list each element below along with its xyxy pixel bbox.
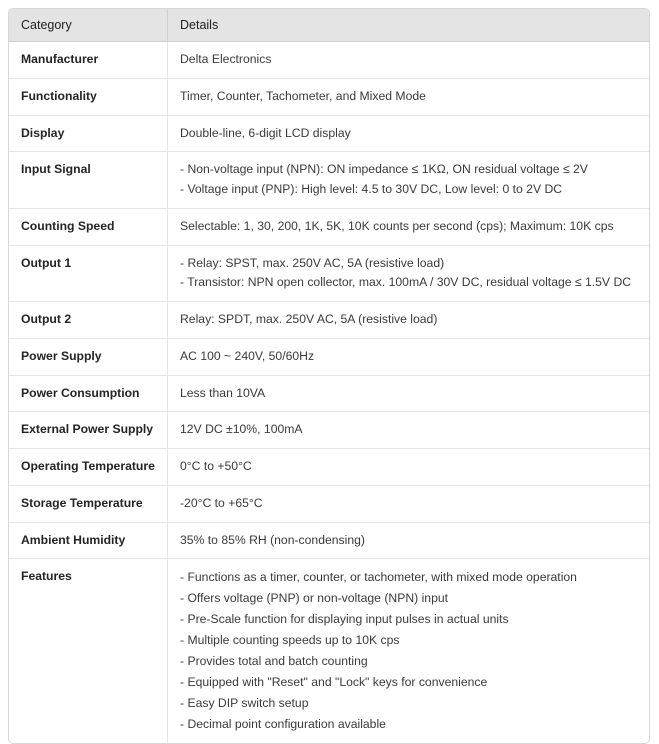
feature-item: - Functions as a timer, counter, or tachometer, with mixed mode operation [180,570,577,585]
row-details-cell [168,523,649,560]
details-lines [180,217,639,237]
details-line: Timer, Counter, Tachometer, and Mixed Mode [180,88,426,103]
column-header-details: Details [168,9,649,42]
row-details-cell [168,412,649,449]
row-details-cell [168,79,649,116]
row-category-label: Input Signal [9,152,168,209]
row-category-label: Functionality [9,79,168,116]
table-row [9,116,649,153]
details-line: - Voltage input (PNP): High level: 4.5 to 30V DC, Low level: 0 to 2V DC [180,182,563,197]
details-line: Selectable: 1, 30, 200, 1K, 5K, 10K counts per second (cps); Maximum: 10K cps [180,218,614,233]
row-details-cell [168,449,649,486]
details-lines [180,347,639,367]
table-row [9,486,649,523]
details-lines [180,50,639,70]
row-category-label: Power Supply [9,339,168,376]
row-category-label: Counting Speed [9,209,168,246]
details-line: AC 100 ~ 240V, 50/60Hz [180,348,315,363]
row-details-cell [168,42,649,79]
features-list [180,567,639,735]
table-row [9,523,649,560]
feature-item: - Provides total and batch counting [180,654,368,669]
feature-item: - Pre-Scale function for displaying input pulses in actual units [180,612,509,627]
row-category-label: Storage Temperature [9,486,168,523]
table-row [9,152,649,209]
row-details-cell [168,486,649,523]
details-line: 35% to 85% RH (non-condensing) [180,532,365,547]
details-line: Double-line, 6-digit LCD display [180,125,351,140]
details-line: Less than 10VA [180,385,266,400]
details-lines [180,160,639,200]
details-lines [180,124,639,144]
row-details-cell [168,246,649,303]
details-line: - Non-voltage input (NPN): ON impedance ≤ 1KΩ, ON residual voltage ≤ 2V [180,162,588,177]
details-line: Relay: SPDT, max. 250V AC, 5A (resistive load) [180,312,438,327]
table-row [9,339,649,376]
row-category-label: Features [9,559,168,743]
row-details-cell [168,559,649,743]
column-header-category: Category [9,9,168,42]
table-row [9,302,649,339]
row-details-cell [168,302,649,339]
details-lines [180,384,639,404]
table-row [9,209,649,246]
table-row [9,42,649,79]
table-row [9,376,649,413]
details-line: - Relay: SPST, max. 250V AC, 5A (resistive load) [180,255,445,270]
row-details-cell [168,152,649,209]
row-category-label: Output 1 [9,246,168,303]
row-category-label: Operating Temperature [9,449,168,486]
row-category-label: External Power Supply [9,412,168,449]
row-category-label: Output 2 [9,302,168,339]
row-category-label: Ambient Humidity [9,523,168,560]
feature-item: - Decimal point configuration available [180,717,386,732]
feature-item: - Multiple counting speeds up to 10K cps [180,633,400,648]
details-lines [180,494,639,514]
table-row [9,79,649,116]
table-row [9,412,649,449]
row-details-cell [168,339,649,376]
details-line: -20°C to +65°C [180,495,263,510]
row-category-label: Manufacturer [9,42,168,79]
table-body [9,42,649,743]
table-row [9,246,649,303]
details-lines [180,87,639,107]
row-details-cell [168,209,649,246]
table-header [9,9,649,42]
details-line: 12V DC ±10%, 100mA [180,422,303,437]
row-category-label: Display [9,116,168,153]
details-lines [180,457,639,477]
table-header-row [9,9,649,42]
details-lines [180,254,639,294]
specifications-table [8,8,650,744]
row-details-cell [168,376,649,413]
feature-item: - Equipped with "Reset" and "Lock" keys for convenience [180,675,488,690]
details-lines [180,310,639,330]
details-lines [180,531,639,551]
table-row [9,449,649,486]
feature-item: - Offers voltage (PNP) or non-voltage (NPN) input [180,591,449,606]
row-details-cell [168,116,649,153]
feature-item: - Easy DIP switch setup [180,696,309,711]
details-lines [180,420,639,440]
details-line: 0°C to +50°C [180,459,252,474]
row-category-label: Power Consumption [9,376,168,413]
details-line: Delta Electronics [180,52,272,66]
table-row [9,559,649,743]
details-line: - Transistor: NPN open collector, max. 100mA / 30V DC, residual voltage ≤ 1.5V DC [180,275,632,290]
